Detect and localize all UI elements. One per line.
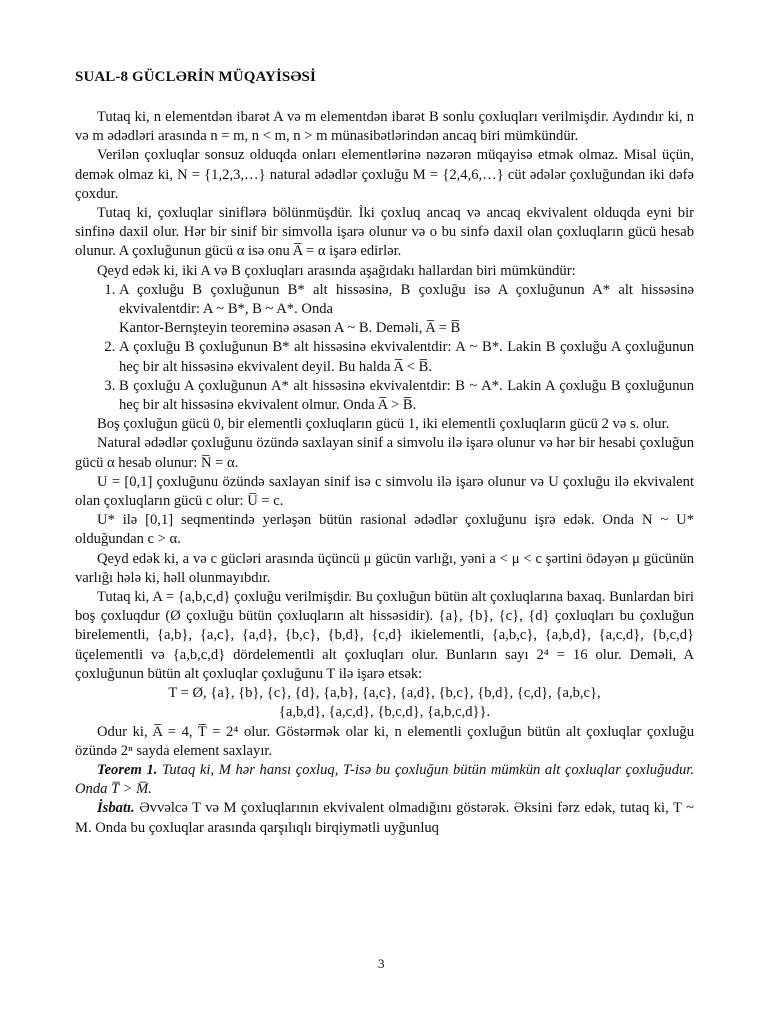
paragraph: Qeyd edək ki, a və c gücləri arasında üçüncü μ gücün varlığı, yəni a < μ < c şərtini ödəyən μ gücünün varlığı hələ ki, həll olunmayıbdır. — [75, 550, 694, 586]
paragraph: Tutaq ki, çoxluqlar siniflərə bölünmüşdür. İki çoxluq ancaq və ancaq ekvivalent olduqda eyni bir sinfinə daxil olur. Hər bir sinif bir simvolla işarə olunur və o bu sinfə daxil olan çoxluqların gücü hesab olunur. A çoxluğunun gücü α isə onu A̅ = α işarə edirlər. — [75, 205, 694, 260]
theorem-text: Tutaq ki, M hər hansı çoxluq, T-isə bu çoxluğun bütün mümkün alt çoxluqlar çoxluğudur. Onda T̅ > M̅. — [75, 761, 694, 798]
document-body — [75, 108, 694, 838]
section-title: SUAL-8 GÜCLƏRİN MÜQAYİSƏSİ — [75, 69, 316, 85]
list-item-text: B çoxluğu A çoxluğunun A* alt hissəsinə ekvivalentdir: B ~ A*. Lakin A çoxluğu B çoxluğunun heç bir alt hissəsinə ekvivalent olmur. Onda A̅ > B̅. — [119, 377, 694, 414]
page-number: 3 — [378, 956, 385, 971]
theorem — [75, 761, 694, 799]
paragraph: Boş çoxluğun gücü 0, bir elementli çoxluqların gücü 1, iki elementli çoxluqların gücü 2 və s. olur. — [97, 416, 670, 433]
list-item — [119, 377, 694, 415]
list-item-text: A çoxluğu B çoxluğunun B* alt hissəsinə ekvivalentdir: A ~ B*. Lakin B çoxluğu A çoxluğunun heç bir alt hissəsinə ekvivalent deyil. Bu halda A̅ < B̅. — [119, 339, 694, 375]
list-item — [119, 281, 694, 339]
list-item — [119, 338, 694, 376]
cases-list — [75, 281, 694, 415]
paragraph: Tutaq ki, n elementdən ibarət A və m elementdən ibarət B sonlu çoxluqları verilmişdir. Aydındır ki, n və m ədədləri arasında n = m, n < m, n > m münasibətlərindən ancaq biri mümkündür. — [75, 109, 694, 145]
proof-text: Əvvəlcə T və M çoxluqlarının ekvivalent olmadığını göstərək. Əksini fərz edək, tutaq ki, T ~ M. Onda bu çoxluqlar arasında qarşılıqlı birqiymətli uyğunluq — [75, 800, 694, 836]
paragraph: Natural ədədlər çoxluğunu özündə saxlayan sinif a simvolu ilə işarə olunur və hər bir hesabi çoxluğun gücü α hesab olunur: N̅ = α. — [75, 435, 694, 471]
paragraph: Verilən çoxluqlar sonsuz olduqda onları elementlərinə nəzərən müqayisə etmək olmaz. Misal üçün, demək olmaz ki, N = {1,2,3,…} natural ədədlər çoxluğu M = {2,4,6,…} cüt ədələr çoxluğundan iki dəfə çoxdur. — [75, 147, 694, 202]
list-item-continuation: Kantor-Bernşteyin teoreminə əsasən A ~ B. Deməli, A̅ = B̅ — [119, 320, 461, 337]
paragraph: Qeyd edək ki, iki A və B çoxluqları arasında aşağıdakı hallardan biri mümkündür: — [97, 262, 576, 279]
paragraph: U* ilə [0,1] seqmentində yerləşən bütün rasional ədədlər çoxluğunu işrə edək. Onda N ~ U* olduğundan c > α. — [75, 512, 694, 548]
proof-label: İsbatı. — [97, 800, 135, 817]
theorem-label: Teorem 1. — [97, 761, 158, 778]
paragraph: Tutaq ki, A = {a,b,c,d} çoxluğu verilmişdir. Bu çoxluğun bütün alt çoxluqlarına baxaq. Bunlardan biri boş çoxluqdur (Ø çoxluğu bütün çoxluqların alt hissəsidir). {a}, {b}, {c}, {d} çoxluqları bu çoxluğun birelementli, {a,b}, {a,c}, {a,d}, {b,c}, {b,d}, {c,d} ikielementli, {a,b,c}, {a,b,d}, {a,c,d}, {b,c,d} üçelementli və {a,b,c,d} dördelementli alt çoxluqları olur. Bunların sayı 2⁴ = 16 olur. Deməli, A çoxluğunun bütün alt çoxluqlar çoxluğunu T ilə işarə etsək: — [75, 589, 694, 682]
list-item-text: A çoxluğu B çoxluğunun B* alt hissəsinə, B çoxluğu isə A çoxluğunun A* alt hissəsinə ekvivalentdir: A ~ B*, B ~ A*. Onda — [119, 281, 694, 318]
formula-line: T = Ø, {a}, {b}, {c}, {d}, {a,b}, {a,c}, {a,d}, {b,c}, {b,d}, {c,d}, {a,b,c}, — [168, 685, 601, 702]
proof — [75, 799, 694, 837]
paragraph: Odur ki, A̅ = 4, T̅ = 2⁴ olur. Göstərmək olar ki, n elementli çoxluğun bütün alt çoxluqlar çoxluğu özündə 2ⁿ sayda element saxlayır. — [75, 723, 694, 759]
formula-line: {a,b,d}, {a,c,d}, {b,c,d}, {a,b,c,d}}. — [278, 704, 491, 721]
paragraph: U = [0,1] çoxluğunu özündə saxlayan sinif isə c simvolu ilə işarə olunur və U çoxluğu ilə ekvivalent olan çoxluqların gücü c olur: U̅ = c. — [75, 473, 694, 510]
